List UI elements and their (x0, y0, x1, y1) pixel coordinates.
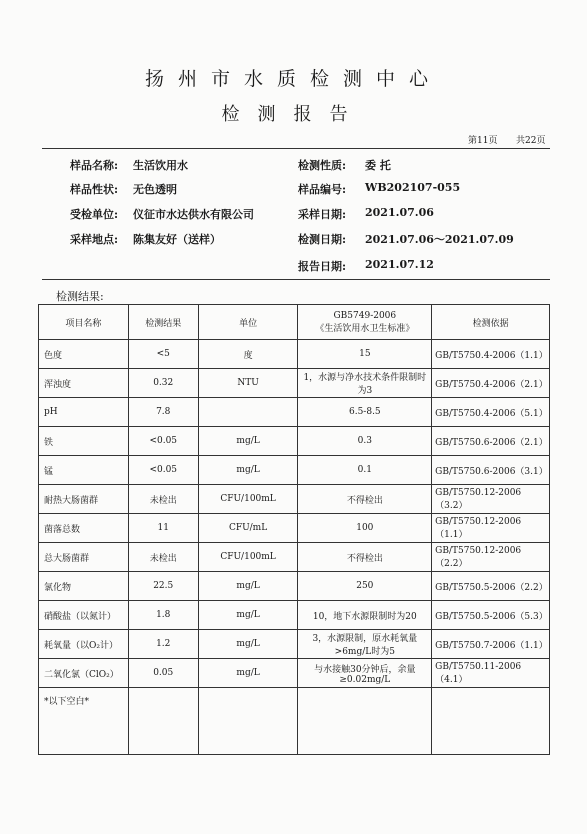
cell-limit: 250 (298, 572, 432, 601)
client-value: 仪征市水达供水有限公司 (133, 208, 254, 221)
report-date-value: 2021.07.12 (365, 258, 434, 271)
cell-basis: GB/T5750.12-2006（1.1） (432, 514, 550, 543)
location-label: 采样地点: (70, 233, 119, 246)
cell-basis: GB/T5750.12-2006（2.2） (432, 543, 550, 572)
cell-item: 耐热大肠菌群 (39, 485, 129, 514)
sample-state-label: 样品性状: (70, 183, 119, 196)
cell-item: 色度 (39, 340, 129, 369)
table-row (39, 572, 550, 601)
cell-result: 22.5 (128, 572, 198, 601)
empty-cell (432, 688, 550, 755)
info-divider (42, 279, 550, 280)
cell-unit: NTU (198, 369, 298, 398)
cell-result: <0.05 (128, 456, 198, 485)
empty-cell (198, 688, 298, 755)
cell-basis: GB/T5750.6-2006（3.1） (432, 456, 550, 485)
cell-item: 总大肠菌群 (39, 543, 129, 572)
sample-name-value: 生活饮用水 (133, 159, 188, 172)
table-row (39, 630, 550, 659)
empty-cell (128, 688, 198, 755)
test-nature-value: 委 托 (365, 159, 391, 172)
cell-basis: GB/T5750.4-2006（5.1） (432, 398, 550, 427)
results-table (38, 304, 550, 755)
doc-title: 检测报告 (221, 104, 366, 125)
header-item: 项目名称 (39, 305, 129, 340)
cell-limit: 3，水源限制，原水耗氧量>6mg/L时为5 (298, 630, 432, 659)
cell-item: 二氧化氯（ClO₂） (39, 659, 129, 688)
cell-item: pH (39, 398, 129, 427)
cell-basis: GB/T5750.4-2006（2.1） (432, 369, 550, 398)
cell-result: 0.05 (128, 659, 198, 688)
cell-limit: 与水接触30分钟后，余量≥0.02mg/L (298, 659, 432, 688)
cell-limit: 0.3 (298, 427, 432, 456)
header-basis: 检测依据 (432, 305, 550, 340)
page-current: 第11页 (468, 136, 498, 146)
cell-item: 氯化物 (39, 572, 129, 601)
org-title: 扬州市水质检测中心 (144, 68, 442, 90)
cell-item: 浑浊度 (39, 369, 129, 398)
table-row (39, 398, 550, 427)
cell-item: 铁 (39, 427, 129, 456)
table-row (39, 340, 550, 369)
cell-result: <5 (128, 340, 198, 369)
table-row (39, 514, 550, 543)
cell-result: 1.8 (128, 601, 198, 630)
cell-result: 未检出 (128, 485, 198, 514)
cell-unit: mg/L (198, 456, 298, 485)
cell-unit: mg/L (198, 427, 298, 456)
cell-limit: 1，水源与净水技术条件限制时为3 (298, 369, 432, 398)
client-label: 受检单位: (70, 208, 119, 221)
cell-basis: GB/T5750.12-2006（3.2） (432, 485, 550, 514)
cell-unit: mg/L (198, 572, 298, 601)
cell-result: 未检出 (128, 543, 198, 572)
cell-result: <0.05 (128, 427, 198, 456)
cell-unit: CFU/mL (198, 514, 298, 543)
header-standard-code: GB5749-2006 (333, 310, 397, 321)
cell-unit (198, 398, 298, 427)
table-row (39, 456, 550, 485)
cell-basis: GB/T5750.7-2006（1.1） (432, 630, 550, 659)
table-header-row (39, 305, 550, 340)
header-standard (298, 305, 432, 340)
results-label: 检测结果: (56, 290, 104, 303)
sampling-date-value: 2021.07.06 (365, 206, 434, 219)
table-row (39, 485, 550, 514)
cell-result: 0.32 (128, 369, 198, 398)
table-row (39, 369, 550, 398)
cell-item: 锰 (39, 456, 129, 485)
report-date-label: 报告日期: (298, 260, 347, 273)
cell-result: 7.8 (128, 398, 198, 427)
cell-limit: 10，地下水源限制时为20 (298, 601, 432, 630)
sample-state-value: 无色透明 (133, 183, 177, 196)
cell-limit: 不得检出 (298, 485, 432, 514)
top-divider (42, 148, 550, 149)
cell-item: 硝酸盐（以氮计） (39, 601, 129, 630)
page-total: 共22页 (516, 136, 546, 146)
cell-limit: 100 (298, 514, 432, 543)
header-result: 检测结果 (128, 305, 198, 340)
sample-no-value: WB202107-055 (365, 181, 461, 194)
header-unit: 单位 (198, 305, 298, 340)
cell-item: 耗氧量（以O₂计） (39, 630, 129, 659)
cell-limit: 不得检出 (298, 543, 432, 572)
cell-unit: CFU/100mL (198, 485, 298, 514)
cell-unit: mg/L (198, 601, 298, 630)
cell-limit: 0.1 (298, 456, 432, 485)
location-value: 陈集友好（送样） (133, 233, 221, 246)
cell-basis: GB/T5750.4-2006（1.1） (432, 340, 550, 369)
test-date-label: 检测日期: (298, 233, 347, 246)
table-row (39, 659, 550, 688)
table-row (39, 601, 550, 630)
cell-limit: 15 (298, 340, 432, 369)
cell-unit: mg/L (198, 630, 298, 659)
table-row (39, 543, 550, 572)
sampling-date-label: 采样日期: (298, 208, 347, 221)
footer-note: *以下空白* (39, 688, 129, 755)
sample-no-label: 样品编号: (298, 183, 347, 196)
cell-basis: GB/T5750.5-2006（5.3） (432, 601, 550, 630)
cell-result: 1.2 (128, 630, 198, 659)
cell-basis: GB/T5750.11-2006（4.1） (432, 659, 550, 688)
cell-unit: 度 (198, 340, 298, 369)
cell-result: 11 (128, 514, 198, 543)
cell-unit: CFU/100mL (198, 543, 298, 572)
cell-limit: 6.5-8.5 (298, 398, 432, 427)
cell-item: 菌落总数 (39, 514, 129, 543)
test-nature-label: 检测性质: (298, 159, 347, 172)
table-row (39, 427, 550, 456)
header-standard-title: 《生活饮用水卫生标准》 (315, 323, 415, 334)
empty-cell (298, 688, 432, 755)
table-footer-row (39, 688, 550, 755)
cell-unit: mg/L (198, 659, 298, 688)
sample-name-label: 样品名称: (70, 159, 119, 172)
test-date-value: 2021.07.06～2021.07.09 (365, 233, 514, 246)
cell-basis: GB/T5750.5-2006（2.2） (432, 572, 550, 601)
cell-basis: GB/T5750.6-2006（2.1） (432, 427, 550, 456)
